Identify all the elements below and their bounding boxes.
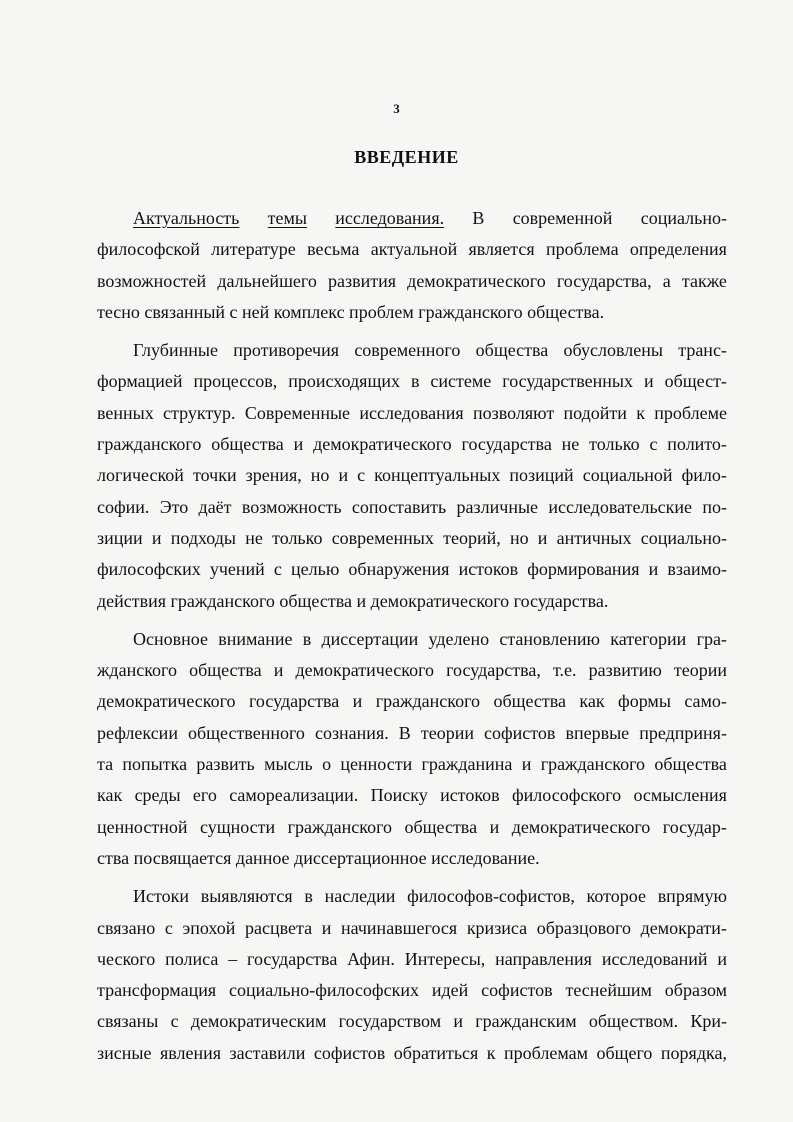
word: современной <box>512 208 613 228</box>
word: трансформация <box>97 980 217 1001</box>
word: осмысления <box>633 785 727 806</box>
word: само- <box>684 691 727 712</box>
text-line <box>97 812 727 843</box>
word: общества <box>189 660 262 681</box>
word: В <box>472 208 485 228</box>
word: социальной <box>582 465 673 486</box>
word: софистов <box>481 980 553 1001</box>
word: Поиску <box>370 785 428 806</box>
word: является <box>468 239 535 260</box>
word: гражданина <box>421 754 513 775</box>
word: демократического <box>407 270 546 291</box>
word: как <box>579 691 605 712</box>
word: демократического <box>295 660 435 681</box>
word: среды <box>134 785 181 806</box>
word: общества <box>493 691 566 712</box>
word: Это <box>159 496 189 517</box>
word: социально- <box>640 208 727 228</box>
word: логической <box>97 465 184 486</box>
word: структур. <box>163 402 236 423</box>
word: происходящих <box>288 371 400 392</box>
word: демократического <box>97 691 236 712</box>
word: зиции <box>97 527 143 548</box>
word: и <box>489 816 500 837</box>
word: философских <box>97 559 201 580</box>
word: проблеме <box>654 402 727 423</box>
text-line <box>97 944 727 975</box>
text-line <box>97 749 727 780</box>
word: впервые <box>565 722 630 743</box>
word: социально-философских <box>229 980 419 1001</box>
word: расцвета <box>245 917 313 938</box>
word: актуальной <box>370 239 458 260</box>
word: с <box>357 465 366 486</box>
word: и <box>521 754 532 775</box>
text-line <box>97 655 727 686</box>
word: сущности <box>199 816 276 837</box>
word: Афин. <box>347 948 395 969</box>
word: общего <box>596 1042 653 1063</box>
word: которое <box>586 886 646 907</box>
word: литературе <box>211 239 296 260</box>
word: определения <box>629 239 727 260</box>
word: государ- <box>662 816 727 837</box>
word: и <box>321 917 332 938</box>
word: формацией <box>97 371 183 392</box>
word: исследования. <box>335 208 445 228</box>
word: развитию <box>588 660 662 681</box>
word: противоречия <box>233 340 340 361</box>
word: демократического <box>511 816 651 837</box>
word: и <box>453 1011 463 1032</box>
word: и <box>717 948 727 969</box>
word: позиций <box>509 465 574 486</box>
word: образом <box>664 980 727 1001</box>
word: философов-софистов, <box>407 886 575 907</box>
word: рефлексии <box>97 722 178 743</box>
word: начинавшегося <box>340 917 458 938</box>
text-line <box>97 266 727 297</box>
word: подойти <box>563 402 627 423</box>
word: ческого <box>97 948 156 969</box>
word: исследований <box>601 948 708 969</box>
word: с <box>164 917 173 938</box>
word: порядка, <box>660 1042 727 1063</box>
word: попытка <box>122 754 188 775</box>
word: зрения, <box>245 465 302 486</box>
word: социально- <box>640 527 727 548</box>
text-line <box>97 460 727 491</box>
word: только <box>589 434 640 455</box>
word: и <box>648 559 659 580</box>
word: обнаружения <box>348 559 450 580</box>
word: позволяют <box>472 402 555 423</box>
word: ценностной <box>97 816 188 837</box>
word: заставили <box>229 1042 306 1063</box>
word: ства посвящается данное диссертационное исследование. <box>97 847 540 868</box>
page-title: ВВЕДЕНИЕ <box>354 147 459 167</box>
word: софии. <box>97 496 150 517</box>
word: общества <box>475 340 549 361</box>
word: выявляются <box>200 886 293 907</box>
word: теории <box>420 722 474 743</box>
word: полито- <box>667 434 727 455</box>
word: истоков <box>440 785 500 806</box>
word: полиса <box>165 948 219 969</box>
word: ценности <box>340 754 413 775</box>
word: государством <box>338 1011 442 1032</box>
word: весьма <box>307 239 360 260</box>
word: гражданского <box>540 754 646 775</box>
word: формирования <box>527 559 640 580</box>
word: в <box>302 628 312 649</box>
word: гражданского <box>287 816 392 837</box>
text-line <box>97 554 727 585</box>
word: государства <box>248 691 340 712</box>
word: обществом. <box>588 1011 679 1032</box>
word: образцового <box>536 917 631 938</box>
text-line <box>97 429 727 460</box>
word: истоков <box>458 559 519 580</box>
word: общества <box>404 816 478 837</box>
word: возможность <box>241 496 342 517</box>
word: по- <box>702 496 727 517</box>
word: философской <box>97 239 200 260</box>
word: формы <box>618 691 671 712</box>
word: точки <box>192 465 237 486</box>
word: учений <box>209 559 265 580</box>
word: Истоки <box>133 886 189 907</box>
word: государственных <box>502 371 634 392</box>
word: взаимо- <box>667 559 727 580</box>
text-line <box>97 718 727 749</box>
word: как <box>97 785 123 806</box>
word: в <box>410 371 420 392</box>
word: общественного <box>188 722 305 743</box>
word: обусловлены <box>563 340 663 361</box>
word: развития <box>328 270 397 291</box>
text-line <box>97 297 727 328</box>
word: Кри- <box>690 1011 727 1032</box>
text-line <box>97 586 727 617</box>
word: Современные <box>244 402 351 423</box>
word: с <box>649 434 658 455</box>
word: связано <box>97 917 156 938</box>
word: с <box>273 559 282 580</box>
word: темы <box>267 208 308 228</box>
text-line <box>97 975 727 1006</box>
word: целью <box>291 559 340 580</box>
word: уделено <box>428 628 490 649</box>
text-line <box>97 398 727 429</box>
word: и <box>338 465 349 486</box>
word: теории <box>673 660 727 681</box>
word: явления <box>159 1042 221 1063</box>
word: общества <box>211 434 284 455</box>
word: только <box>272 527 323 548</box>
word: и <box>293 434 304 455</box>
word: становлению <box>499 628 600 649</box>
word: эпохой <box>182 917 236 938</box>
word: также <box>681 270 727 291</box>
word: философского <box>512 785 622 806</box>
word: дальнейшего <box>217 270 317 291</box>
word: развить <box>196 754 255 775</box>
word: Основное <box>133 628 208 649</box>
word: предприня- <box>639 722 727 743</box>
word: системе <box>430 371 492 392</box>
word: общества <box>654 754 727 775</box>
word: жданского <box>97 660 177 681</box>
word: Глубинные <box>133 340 218 361</box>
word: государства <box>461 434 552 455</box>
word: и <box>537 527 548 548</box>
word: и <box>352 691 363 712</box>
word: демократическим <box>190 1011 327 1032</box>
word: с <box>170 1011 179 1032</box>
word: не <box>245 527 263 548</box>
word: государства <box>247 948 338 969</box>
word: софистов <box>313 1042 386 1063</box>
word: даёт <box>198 496 232 517</box>
word: исследовательские <box>548 496 693 517</box>
word: гражданского <box>97 434 202 455</box>
text-line <box>97 881 727 912</box>
word: Актуальность <box>133 208 240 228</box>
word: античных <box>556 527 632 548</box>
word: проблема <box>545 239 619 260</box>
word: диссертации <box>321 628 419 649</box>
word: гражданского <box>375 691 481 712</box>
text-line <box>97 1038 727 1069</box>
word: идей <box>431 980 469 1001</box>
word: демократи- <box>640 917 727 938</box>
word: гражданским <box>475 1011 577 1032</box>
word: сопоставить <box>351 496 447 517</box>
word: современных <box>331 527 434 548</box>
word: подходы <box>170 527 237 548</box>
word: гра- <box>696 628 727 649</box>
word: о <box>322 754 332 775</box>
text-line <box>97 366 727 397</box>
text-line <box>97 523 727 554</box>
word: т.е. <box>552 660 577 681</box>
word: теорий, <box>443 527 501 548</box>
page-number: 3 <box>393 101 400 116</box>
word: возможностей <box>97 270 207 291</box>
word: мысль <box>264 754 313 775</box>
word: венных <box>97 402 154 423</box>
word: различные <box>456 496 539 517</box>
word: внимание <box>218 628 293 649</box>
word: а <box>662 270 671 291</box>
word: действия гражданского общества и демократического государства. <box>97 590 609 611</box>
word: в <box>304 886 313 907</box>
word: транс- <box>678 340 727 361</box>
word: – <box>228 948 238 969</box>
text-line <box>97 492 727 523</box>
word: но <box>509 527 529 548</box>
word: к <box>486 1042 496 1063</box>
word: кризиса <box>466 917 528 938</box>
word: сознания. <box>314 722 389 743</box>
text-line <box>97 335 727 366</box>
body-text <box>97 203 727 1069</box>
text-line <box>97 686 727 717</box>
word: его <box>192 785 217 806</box>
word: наследии <box>324 886 396 907</box>
word: проблемам <box>504 1042 588 1063</box>
text-line <box>97 913 727 944</box>
word: не <box>561 434 580 455</box>
word: к <box>636 402 645 423</box>
word: направления <box>495 948 592 969</box>
word: зисные <box>97 1042 152 1063</box>
text-line <box>97 624 727 655</box>
text-line <box>97 780 727 811</box>
word: и <box>644 371 654 392</box>
word: но <box>310 465 330 486</box>
word: впрямую <box>657 886 727 907</box>
word: государства, <box>446 660 541 681</box>
word: категории <box>610 628 687 649</box>
word: исследования <box>359 402 464 423</box>
word: и <box>273 660 284 681</box>
word: теснейшим <box>565 980 652 1001</box>
text-line <box>97 1006 727 1037</box>
word: общест- <box>664 371 727 392</box>
word: фило- <box>681 465 727 486</box>
word: та <box>97 754 114 775</box>
word: концептуальных <box>374 465 501 486</box>
text-line <box>97 203 727 234</box>
word: государства, <box>556 270 652 291</box>
word: Интересы, <box>404 948 486 969</box>
word: и <box>151 527 162 548</box>
word: тесно связанный с ней комплекс проблем гражданского общества. <box>97 301 605 322</box>
word: обратиться <box>393 1042 479 1063</box>
word: В <box>398 722 411 743</box>
word: современного <box>354 340 461 361</box>
word: демократического <box>313 434 452 455</box>
word: софистов <box>484 722 556 743</box>
word: связаны <box>97 1011 159 1032</box>
text-line <box>97 843 727 874</box>
word: самореализации. <box>229 785 359 806</box>
word: процессов, <box>193 371 278 392</box>
text-line <box>97 234 727 265</box>
